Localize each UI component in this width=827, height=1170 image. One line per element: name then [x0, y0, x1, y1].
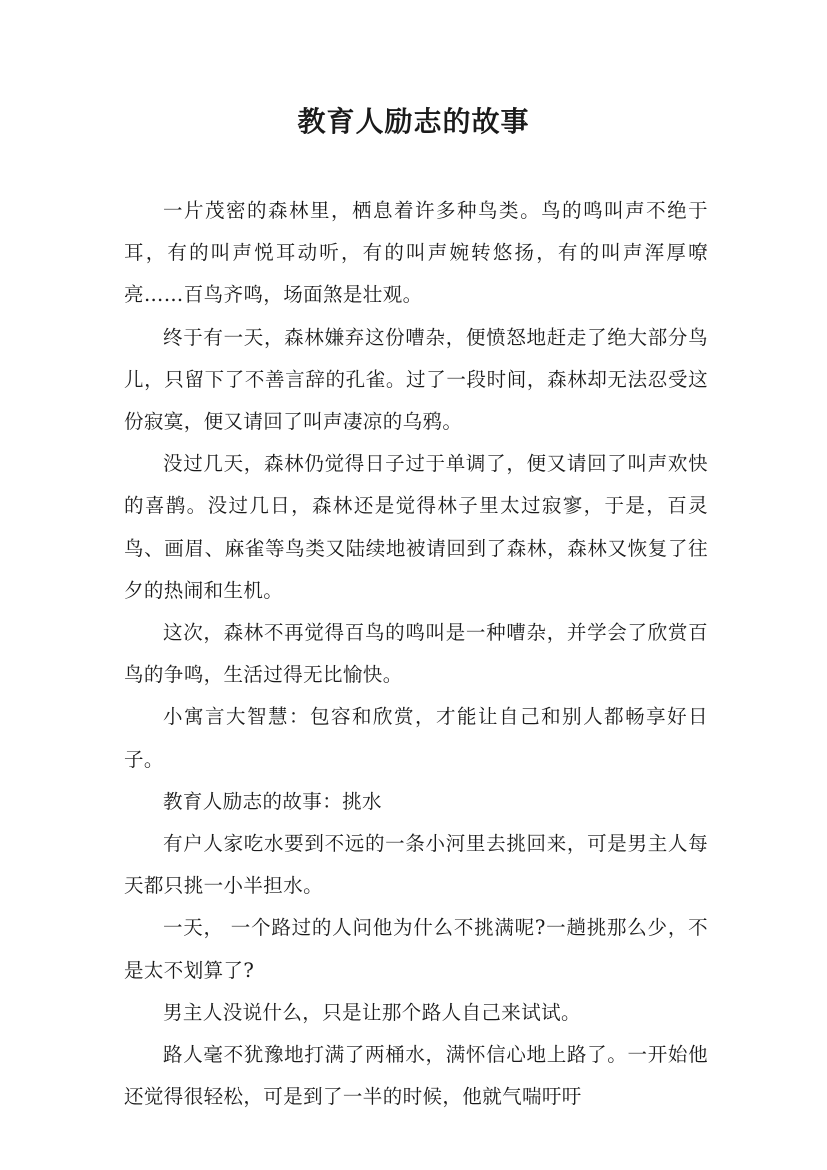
- paragraph: 这次，森林不再觉得百鸟的鸣叫是一种嘈杂，并学会了欣赏百鸟的争鸣，生活过得无比愉快。: [124, 621, 708, 687]
- paragraph: 一片茂密的森林里，栖息着许多种鸟类。鸟的鸣叫声不绝于耳，有的叫声悦耳动听，有的叫声婉转悠扬，有的叫声浑厚嘹亮……百鸟齐鸣，场面煞是壮观。: [124, 199, 708, 307]
- paragraph: 男主人没说什么，只是让那个路人自己来试试。: [163, 1000, 581, 1024]
- paragraph: 小寓言大智慧：包容和欣赏，才能让自己和别人都畅享好日子。: [124, 705, 708, 771]
- document-body: [124, 190, 708, 1118]
- paragraph: 终于有一天，森林嫌弃这份嘈杂，便愤怒地赶走了绝大部分鸟儿，只留下了不善言辞的孔雀。过了一段时间，森林却无法忍受这份寂寞，便又请回了叫声凄凉的乌鸦。: [124, 325, 708, 434]
- paragraph: 有户人家吃水要到不远的一条小河里去挑回来，可是男主人每天都只挑一小半担水。: [124, 832, 708, 898]
- paragraph: 一天， 一个路过的人问他为什么不挑满呢?一趟挑那么少，不是太不划算了?: [124, 916, 708, 982]
- section-heading: 教育人励志的故事：挑水: [163, 789, 382, 813]
- document-title: 教育人励志的故事: [297, 105, 530, 138]
- paragraph: 路人毫不犹豫地打满了两桶水，满怀信心地上路了。一开始他还觉得很轻松，可是到了一半的时候，他就气喘吁吁: [124, 1043, 708, 1109]
- paragraph: 没过几天，森林仍觉得日子过于单调了，便又请回了叫声欢快的喜鹊。没过几日，森林还是觉得林子里太过寂寥，于是，百灵鸟、画眉、麻雀等鸟类又陆续地被请回到了森林，森林又恢复了往夕的热闹和生机。: [124, 452, 708, 602]
